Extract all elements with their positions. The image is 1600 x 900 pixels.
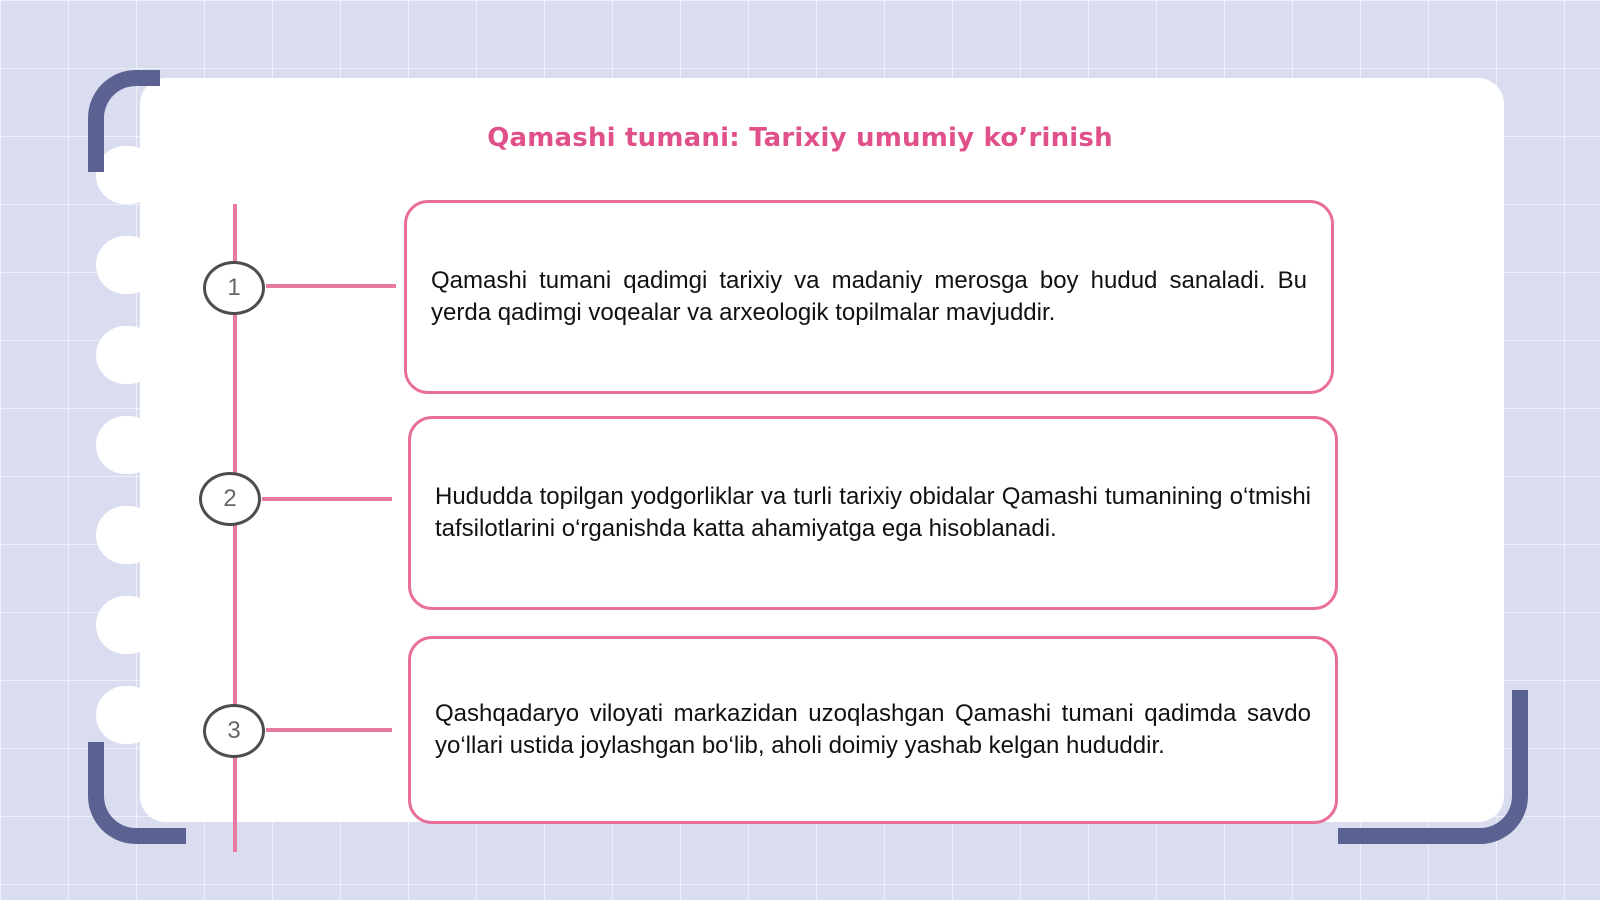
corner-bracket-top-left bbox=[88, 70, 160, 172]
timeline-connector bbox=[266, 728, 392, 732]
timeline-card-1 bbox=[404, 200, 1334, 394]
corner-bracket-bottom-right bbox=[1338, 690, 1528, 844]
timeline-card-text: Qamashi tumani qadimgi tarixiy va madaniy merosga boy hudud sanaladi. Bu yerda qadimgi voqealar va arxeologik topilmalar mavjuddir. bbox=[431, 267, 1307, 326]
page-notch bbox=[96, 236, 158, 294]
slide-title: Qamashi tumani: Tarixiy umumiy ko’rinish bbox=[487, 123, 1113, 153]
page-notch bbox=[96, 686, 158, 744]
timeline-card-text: Qashqadaryo viloyati markazidan uzoqlashgan Qamashi tumani qadimda savdo yo‘llari ustida joylashgan bo‘lib, aholi doimiy yashab kelgan hududdir. bbox=[435, 700, 1311, 759]
timeline-card-2 bbox=[408, 416, 1338, 610]
page-notch bbox=[96, 416, 158, 474]
page-notch bbox=[96, 596, 158, 654]
page-notch bbox=[96, 326, 158, 384]
page-notch bbox=[96, 506, 158, 564]
step-number-2: 2 bbox=[199, 472, 261, 526]
timeline-card-text: Hududda topilgan yodgorliklar va turli tarixiy obidalar Qamashi tumanining o‘tmishi tafsilotlarini o‘rganishda katta ahamiyatga ega hisoblanadi. bbox=[435, 483, 1311, 542]
timeline-card-3 bbox=[408, 636, 1338, 824]
step-number-3: 3 bbox=[203, 704, 265, 758]
corner-bracket-bottom-left bbox=[88, 742, 186, 844]
timeline-connector bbox=[266, 284, 396, 288]
timeline-connector bbox=[262, 497, 392, 501]
step-number-1: 1 bbox=[203, 261, 265, 315]
